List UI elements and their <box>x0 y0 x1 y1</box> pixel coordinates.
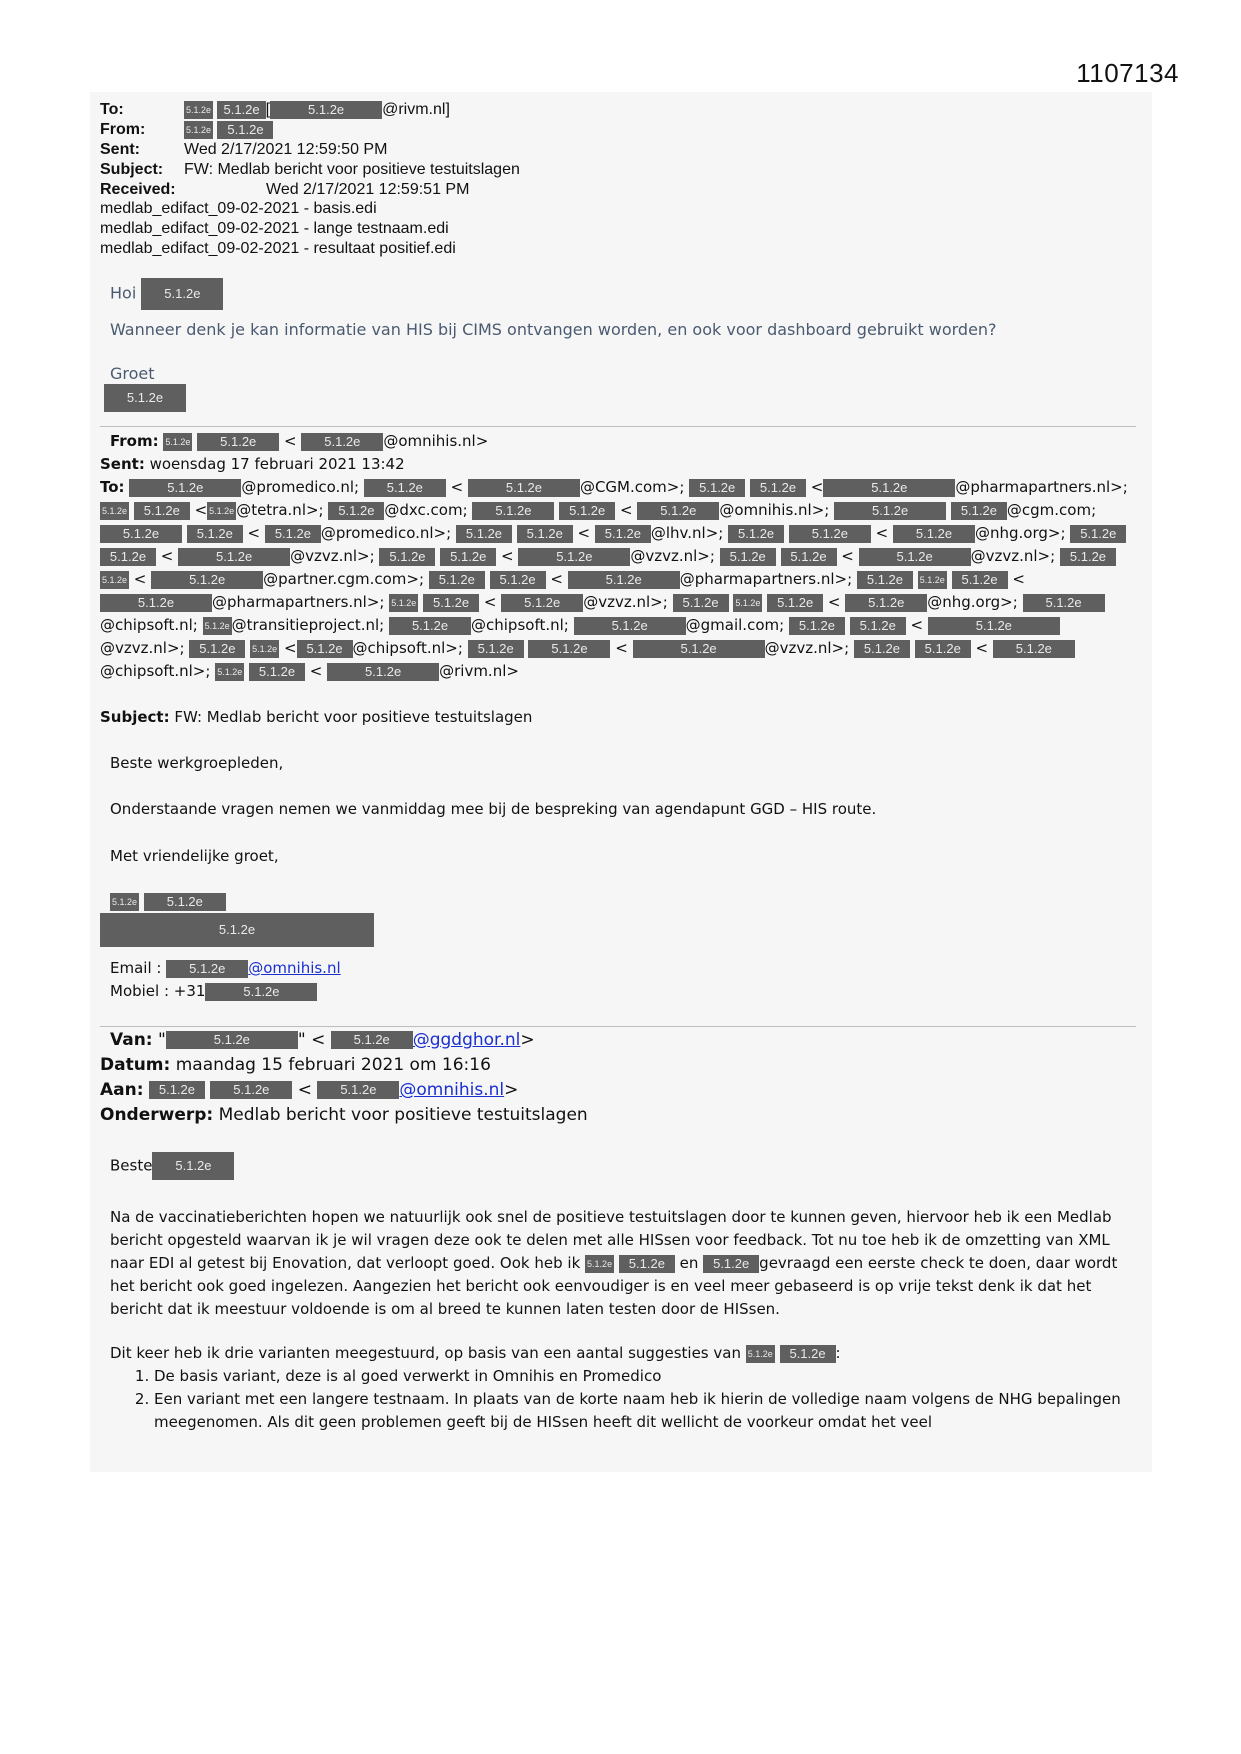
redaction: 5.1.2e <box>217 121 273 139</box>
recipient-domain: @vzvz.nl>; <box>970 547 1056 565</box>
recipient-domain: @gmail.com; <box>685 616 785 634</box>
from-label: From: <box>110 432 159 450</box>
redaction: 5.1.2e <box>317 1081 399 1099</box>
recipient-domain: @promedico.nl; <box>241 478 360 496</box>
redaction: 5.1.2e <box>166 1031 298 1049</box>
redaction: 5.1.2e <box>789 525 871 543</box>
from-email-link[interactable]: @ggdghor.nl <box>412 1030 521 1050</box>
redaction: 5.1.2e <box>633 640 765 658</box>
recipient-domain: @vzvz.nl>; <box>583 593 668 611</box>
recipient-domain: @nhg.org>; <box>974 524 1066 542</box>
redaction: 5.1.2e <box>952 571 1008 589</box>
redaction: 5.1.2e <box>517 525 573 543</box>
greeting-text: Hoi <box>110 283 137 303</box>
recipient-domain: @nhg.org>; <box>927 593 1018 611</box>
redaction: 5.1.2e <box>100 571 129 589</box>
message2-mobile <box>110 980 317 1003</box>
redaction: 5.1.2e <box>250 640 279 658</box>
redaction: 5.1.2e <box>129 479 241 497</box>
email-link[interactable]: @omnihis.nl <box>248 959 341 977</box>
redaction: 5.1.2e <box>328 502 384 520</box>
attachment-list <box>100 199 456 259</box>
recipient-domain: @chipsoft.nl; <box>100 616 198 634</box>
redaction: 5.1.2e <box>501 594 583 612</box>
variant-list <box>110 1365 1140 1434</box>
redaction: 5.1.2e <box>728 525 784 543</box>
recipient-domain: @omnihis.nl>; <box>719 501 830 519</box>
list-item: 1. De basis variant, deze is al goed verwerkt in Omnihis en Promedico <box>154 1365 1140 1388</box>
subject-label: Subject: <box>100 161 164 178</box>
redaction: 5.1.2e <box>673 594 729 612</box>
redaction: 5.1.2e <box>100 548 156 566</box>
mobile-label: Mobiel : +31 <box>110 982 206 1000</box>
recipient-domain: @promedico.nl>; <box>320 524 452 542</box>
redaction: 5.1.2e <box>203 617 232 635</box>
to-label: To: <box>100 101 124 118</box>
redaction: 5.1.2e <box>197 433 279 451</box>
redaction: 5.1.2e <box>440 548 496 566</box>
recipient-domain: @partner.cgm.com>; <box>263 570 425 588</box>
redaction: 5.1.2e <box>187 525 243 543</box>
redaction: 5.1.2e <box>918 571 947 589</box>
redaction: 5.1.2e <box>331 1031 413 1049</box>
redaction: 5.1.2e <box>1060 548 1116 566</box>
message2-subject <box>100 706 532 729</box>
from-label: From: <box>100 121 146 138</box>
redaction: 5.1.2e <box>217 101 265 119</box>
subject-value: Medlab bericht voor positieve testuitslagen <box>218 1105 588 1125</box>
redaction: 5.1.2e <box>574 617 686 635</box>
message3-from: Van: " 5.1.2e " < 5.1.2e @ggdghor.nl> <box>110 1030 535 1050</box>
redaction: 5.1.2e <box>151 571 263 589</box>
redaction: 5.1.2e <box>781 548 837 566</box>
message3-to: Aan: 5.1.2e 5.1.2e < 5.1.2e @omnihis.nl> <box>100 1080 519 1100</box>
to-email-link[interactable]: @omnihis.nl <box>399 1080 505 1100</box>
redaction: 5.1.2e <box>379 548 435 566</box>
to-domain: @rivm.nl] <box>382 101 450 118</box>
to-label: Aan: <box>100 1080 144 1100</box>
subject-value: FW: Medlab bericht voor positieve testuitslagen <box>184 161 520 178</box>
redaction: 5.1.2e <box>189 640 245 658</box>
redaction: 5.1.2e <box>207 502 236 520</box>
message2-salutation: Beste werkgroepleden, <box>110 754 284 772</box>
redaction: 5.1.2e <box>490 571 546 589</box>
paragraph-text: en <box>679 1254 699 1272</box>
redaction: 5.1.2e <box>595 525 651 543</box>
redaction: 5.1.2e <box>423 594 479 612</box>
received-value: Wed 2/17/2021 12:59:51 PM <box>266 181 470 198</box>
redaction: 5.1.2e <box>854 640 910 658</box>
redaction: 5.1.2e <box>689 479 745 497</box>
recipient-domain: @lhv.nl>; <box>650 524 724 542</box>
redaction: 5.1.2e <box>845 594 927 612</box>
sent-value: woensdag 17 februari 2021 13:42 <box>149 455 405 473</box>
subject-label: Onderwerp: <box>100 1105 214 1125</box>
redaction: 5.1.2e <box>559 502 615 520</box>
redaction: 5.1.2e <box>301 433 383 451</box>
redaction: 5.1.2e <box>100 525 182 543</box>
message2-to: To: 5.1.2e @promedico.nl; 5.1.2e < 5.1.2e @CGM.com>; 5.1.2e 5.1.2e < 5.1.2e @pharmapartners.nl>; 5.1.2e 5.1.2e < 5.1.2e @tetra.nl>; 5.1.2e @dxc.com; 5.1.2e 5.1.2e < 5.1.2e @omnihis.nl>; 5.1.2e 5.1.2e @cgm.com; 5.1.2e 5.1.2e < 5.1.2e @promedico.nl>; 5.1.2e 5.1.2e < 5.1.2e @lhv.nl>; 5.1.2e 5.1.2e < 5.1.2e @nhg.org>; 5.1.2e 5.1.2e < 5.1.2e @vzvz.nl>; 5.1.2e 5.1.2e < 5.1.2e @vzvz.nl>; 5.1.2e 5.1.2e < 5.1.2e @vzvz.nl>; 5.1.2e 5.1.2e < 5.1.2e @partner.cgm.com>; 5.1.2e 5.1.2e < 5.1.2e @pharmapartners.nl>; 5.1.2e 5.1.2e 5.1.2e < 5.1.2e @pharmapartners.nl>; 5.1.2e 5.1.2e < 5.1.2e @vzvz.nl>; 5.1.2e 5.1.2e 5.1.2e < 5.1.2e @nhg.org>; 5.1.2e@chipsoft.nl; 5.1.2e @transitieproject.nl; 5.1.2e @chipsoft.nl; 5.1.2e @gmail.com; 5.1.2e 5.1.2e < 5.1.2e@vzvz.nl>; 5.1.2e 5.1.2e < 5.1.2e @chipsoft.nl>; 5.1.2e 5.1.2e < 5.1.2e @vzvz.nl>; 5.1.2e 5.1.2e < 5.1.2e@chipsoft.nl>; 5.1.2e 5.1.2e < 5.1.2e @rivm.nl> <box>100 478 1128 680</box>
paragraph-text: Dit keer heb ik drie varianten meegestuurd, op basis van een aantal suggesties van <box>110 1344 741 1362</box>
redaction: 5.1.2e <box>100 502 129 520</box>
recipient-domain: @vzvz.nl>; <box>100 639 185 657</box>
sent-label: Sent: <box>100 141 140 158</box>
redaction: 5.1.2e <box>104 384 186 412</box>
redaction: 5.1.2e <box>637 502 719 520</box>
redaction: 5.1.2e <box>149 1081 205 1099</box>
redaction: 5.1.2e <box>205 983 317 1001</box>
recipient-domain: @pharmapartners.nl>; <box>955 478 1128 496</box>
redaction: 5.1.2e <box>468 479 580 497</box>
redaction: 5.1.2e <box>178 548 290 566</box>
redaction: 5.1.2e <box>134 502 190 520</box>
attachment-link[interactable]: medlab_edifact_09-02-2021 - lange testnaam.edi <box>100 220 449 237</box>
document-number: 1107134 <box>1076 58 1179 88</box>
redaction: 5.1.2e <box>364 479 446 497</box>
message2-from: From: 5.1.2e 5.1.2e < 5.1.2e @omnihis.nl> <box>110 432 489 450</box>
email-label: Email : <box>110 959 162 977</box>
message3-paragraph2: Dit keer heb ik drie varianten meegestuurd, op basis van een aantal suggesties van 5.1.2e 5.1.2e : 1. De basis variant, deze is al goed verwerkt in Omnihis en Promedico 2. Een variant met een langere testnaam. In plaats van de korte naam heb ik hierin de volledige naam volgens de NHG bepalingen meegenomen. Als dit geen problemen geeft bij de HISsen heeft dit wellicht de voorkeur omdat het veel <box>110 1342 1140 1434</box>
redaction: 5.1.2e <box>528 640 610 658</box>
redaction: 5.1.2e <box>472 502 554 520</box>
recipient-domain: @chipsoft.nl>; <box>352 639 463 657</box>
message2-closing: Met vriendelijke groet, <box>110 847 279 865</box>
recipient-domain: @chipsoft.nl; <box>471 616 569 634</box>
redaction: 5.1.2e <box>823 479 955 497</box>
message2-email <box>110 957 341 980</box>
redaction: 5.1.2e <box>780 1345 836 1363</box>
redaction: 5.1.2e <box>249 663 305 681</box>
message2-signature-title <box>100 913 374 947</box>
redaction: 5.1.2e <box>297 640 353 658</box>
redaction: 5.1.2e <box>928 617 1060 635</box>
message1-closing: Groet <box>110 364 155 383</box>
paragraph-text: gevraagd een eerste check te doen, daar wordt het bericht ook goed ingelezen. Aangezien het bericht ook eenvoudiger is en veel meer gebaseerd is op vrije tekst denk ik dat het bericht dat ik meestuur voldoende is om al breed te kunnen laten testen door de HISsen. <box>110 1254 1118 1318</box>
date-value: maandag 15 februari 2021 om 16:16 <box>175 1055 491 1075</box>
to-row: To: 5.1.2e 5.1.2e [ 5.1.2e @rivm.nl] <box>100 101 450 118</box>
recipient-domain: @transitieproject.nl; <box>231 616 385 634</box>
redaction: 5.1.2e <box>893 525 975 543</box>
message1-signature <box>110 384 186 412</box>
redaction: 5.1.2e <box>834 502 946 520</box>
redaction: 5.1.2e <box>733 594 762 612</box>
redaction: 5.1.2e <box>1023 594 1105 612</box>
paragraph-text: Na de vaccinatieberichten hopen we natuurlijk ook snel de positieve testuitslagen door te kunnen geven, hiervoor heb ik een Medlab bericht opgesteld waarvan ik je wil vragen deze ook te delen met alle HISsen voor feedback. Tot nu toe heb ik de omzetting van XML naar EDI al getest bij Enovation, dat verloopt goed. Ook heb ik <box>110 1208 1112 1272</box>
separator <box>100 1026 1136 1027</box>
redaction: 5.1.2e <box>468 640 524 658</box>
redaction: 5.1.2e <box>389 594 418 612</box>
message3-paragraph1 <box>110 1206 1140 1321</box>
salutation-text: Beste <box>110 1156 153 1175</box>
redaction: 5.1.2e <box>166 960 248 978</box>
recipient-domain: @dxc.com; <box>384 501 468 519</box>
message2-signature <box>110 890 226 913</box>
subject-row <box>100 160 520 180</box>
message2-text: Onderstaande vragen nemen we vanmiddag mee bij de bespreking van agendapunt GGD – HIS route. <box>110 800 877 818</box>
redaction: 5.1.2e <box>703 1255 759 1273</box>
to-label: To: <box>100 478 125 496</box>
redaction: 5.1.2e <box>100 594 212 612</box>
message3-salutation <box>110 1152 234 1180</box>
recipient-domain: @cgm.com; <box>1006 501 1097 519</box>
from-domain: @omnihis.nl> <box>383 432 489 450</box>
redaction: 5.1.2e <box>789 617 845 635</box>
received-label: Received: <box>100 181 176 198</box>
separator <box>100 426 1136 427</box>
message1-question: Wanneer denk je kan informatie van HIS bij CIMS ontvangen worden, en ook voor dashboard gebruikt worden? <box>110 320 997 339</box>
redaction: 5.1.2e <box>389 617 471 635</box>
redaction: 5.1.2e <box>857 571 913 589</box>
message3-subject <box>100 1103 588 1128</box>
recipient-domain: @tetra.nl>; <box>236 501 324 519</box>
redaction: 5.1.2e <box>993 640 1075 658</box>
redaction: 5.1.2e <box>767 594 823 612</box>
recipient-domain: @chipsoft.nl>; <box>100 662 211 680</box>
sent-value: Wed 2/17/2021 12:59:50 PM <box>184 141 388 158</box>
redaction: 5.1.2e <box>100 913 374 947</box>
redaction: 5.1.2e <box>1070 525 1126 543</box>
redaction: 5.1.2e <box>110 893 139 911</box>
list-item: 2. Een variant met een langere testnaam. In plaats van de korte naam heb ik hierin de volledige naam volgens de NHG bepalingen meegenomen. Als dit geen problemen geeft bij de HISsen heeft dit wellicht de voorkeur omdat het veel <box>154 1388 1140 1434</box>
message3-date <box>100 1053 491 1078</box>
recipient-domain: @vzvz.nl>; <box>764 639 850 657</box>
redaction: 5.1.2e <box>265 525 321 543</box>
redaction: 5.1.2e <box>568 571 680 589</box>
recipient-domain: @vzvz.nl>; <box>630 547 715 565</box>
recipient-domain: @pharmapartners.nl>; <box>212 593 385 611</box>
from-label: Van: <box>110 1030 153 1050</box>
redaction: 5.1.2e <box>859 548 971 566</box>
redaction: 5.1.2e <box>144 893 226 911</box>
redaction: 5.1.2e <box>720 548 776 566</box>
redaction: 5.1.2e <box>915 640 971 658</box>
redaction: 5.1.2e <box>184 121 213 139</box>
received-row <box>100 180 520 200</box>
redaction: 5.1.2e <box>215 663 244 681</box>
redaction: 5.1.2e <box>619 1255 675 1273</box>
from-row <box>100 120 520 140</box>
subject-label: Subject: <box>100 708 170 726</box>
redaction: 5.1.2e <box>456 525 512 543</box>
message1-greeting <box>110 278 223 310</box>
redaction: 5.1.2e <box>141 278 223 310</box>
redaction: 5.1.2e <box>163 433 192 451</box>
redaction: 5.1.2e <box>327 663 439 681</box>
redaction: 5.1.2e <box>951 502 1007 520</box>
recipient-domain: @pharmapartners.nl>; <box>679 570 853 588</box>
recipient-domain: @CGM.com>; <box>579 478 685 496</box>
redaction: 5.1.2e <box>270 101 382 119</box>
sent-label: Sent: <box>100 455 145 473</box>
sent-row <box>100 140 520 160</box>
email-header <box>100 100 520 200</box>
attachment-link[interactable]: medlab_edifact_09-02-2021 - resultaat positief.edi <box>100 240 456 257</box>
date-label: Datum: <box>100 1055 171 1075</box>
attachment-link[interactable]: medlab_edifact_09-02-2021 - basis.edi <box>100 200 377 217</box>
message2-sent <box>100 453 405 476</box>
redaction: 5.1.2e <box>210 1081 292 1099</box>
redaction: 5.1.2e <box>518 548 630 566</box>
recipient-domain: @rivm.nl> <box>439 662 519 680</box>
redaction: 5.1.2e <box>184 101 213 119</box>
redaction: 5.1.2e <box>750 479 806 497</box>
redaction: 5.1.2e <box>429 571 485 589</box>
recipient-domain: @vzvz.nl>; <box>290 547 375 565</box>
redaction: 5.1.2e <box>585 1255 614 1273</box>
subject-value: FW: Medlab bericht voor positieve testuitslagen <box>174 708 533 726</box>
redaction: 5.1.2e <box>152 1152 234 1180</box>
redaction: 5.1.2e <box>746 1345 775 1363</box>
redaction: 5.1.2e <box>850 617 906 635</box>
